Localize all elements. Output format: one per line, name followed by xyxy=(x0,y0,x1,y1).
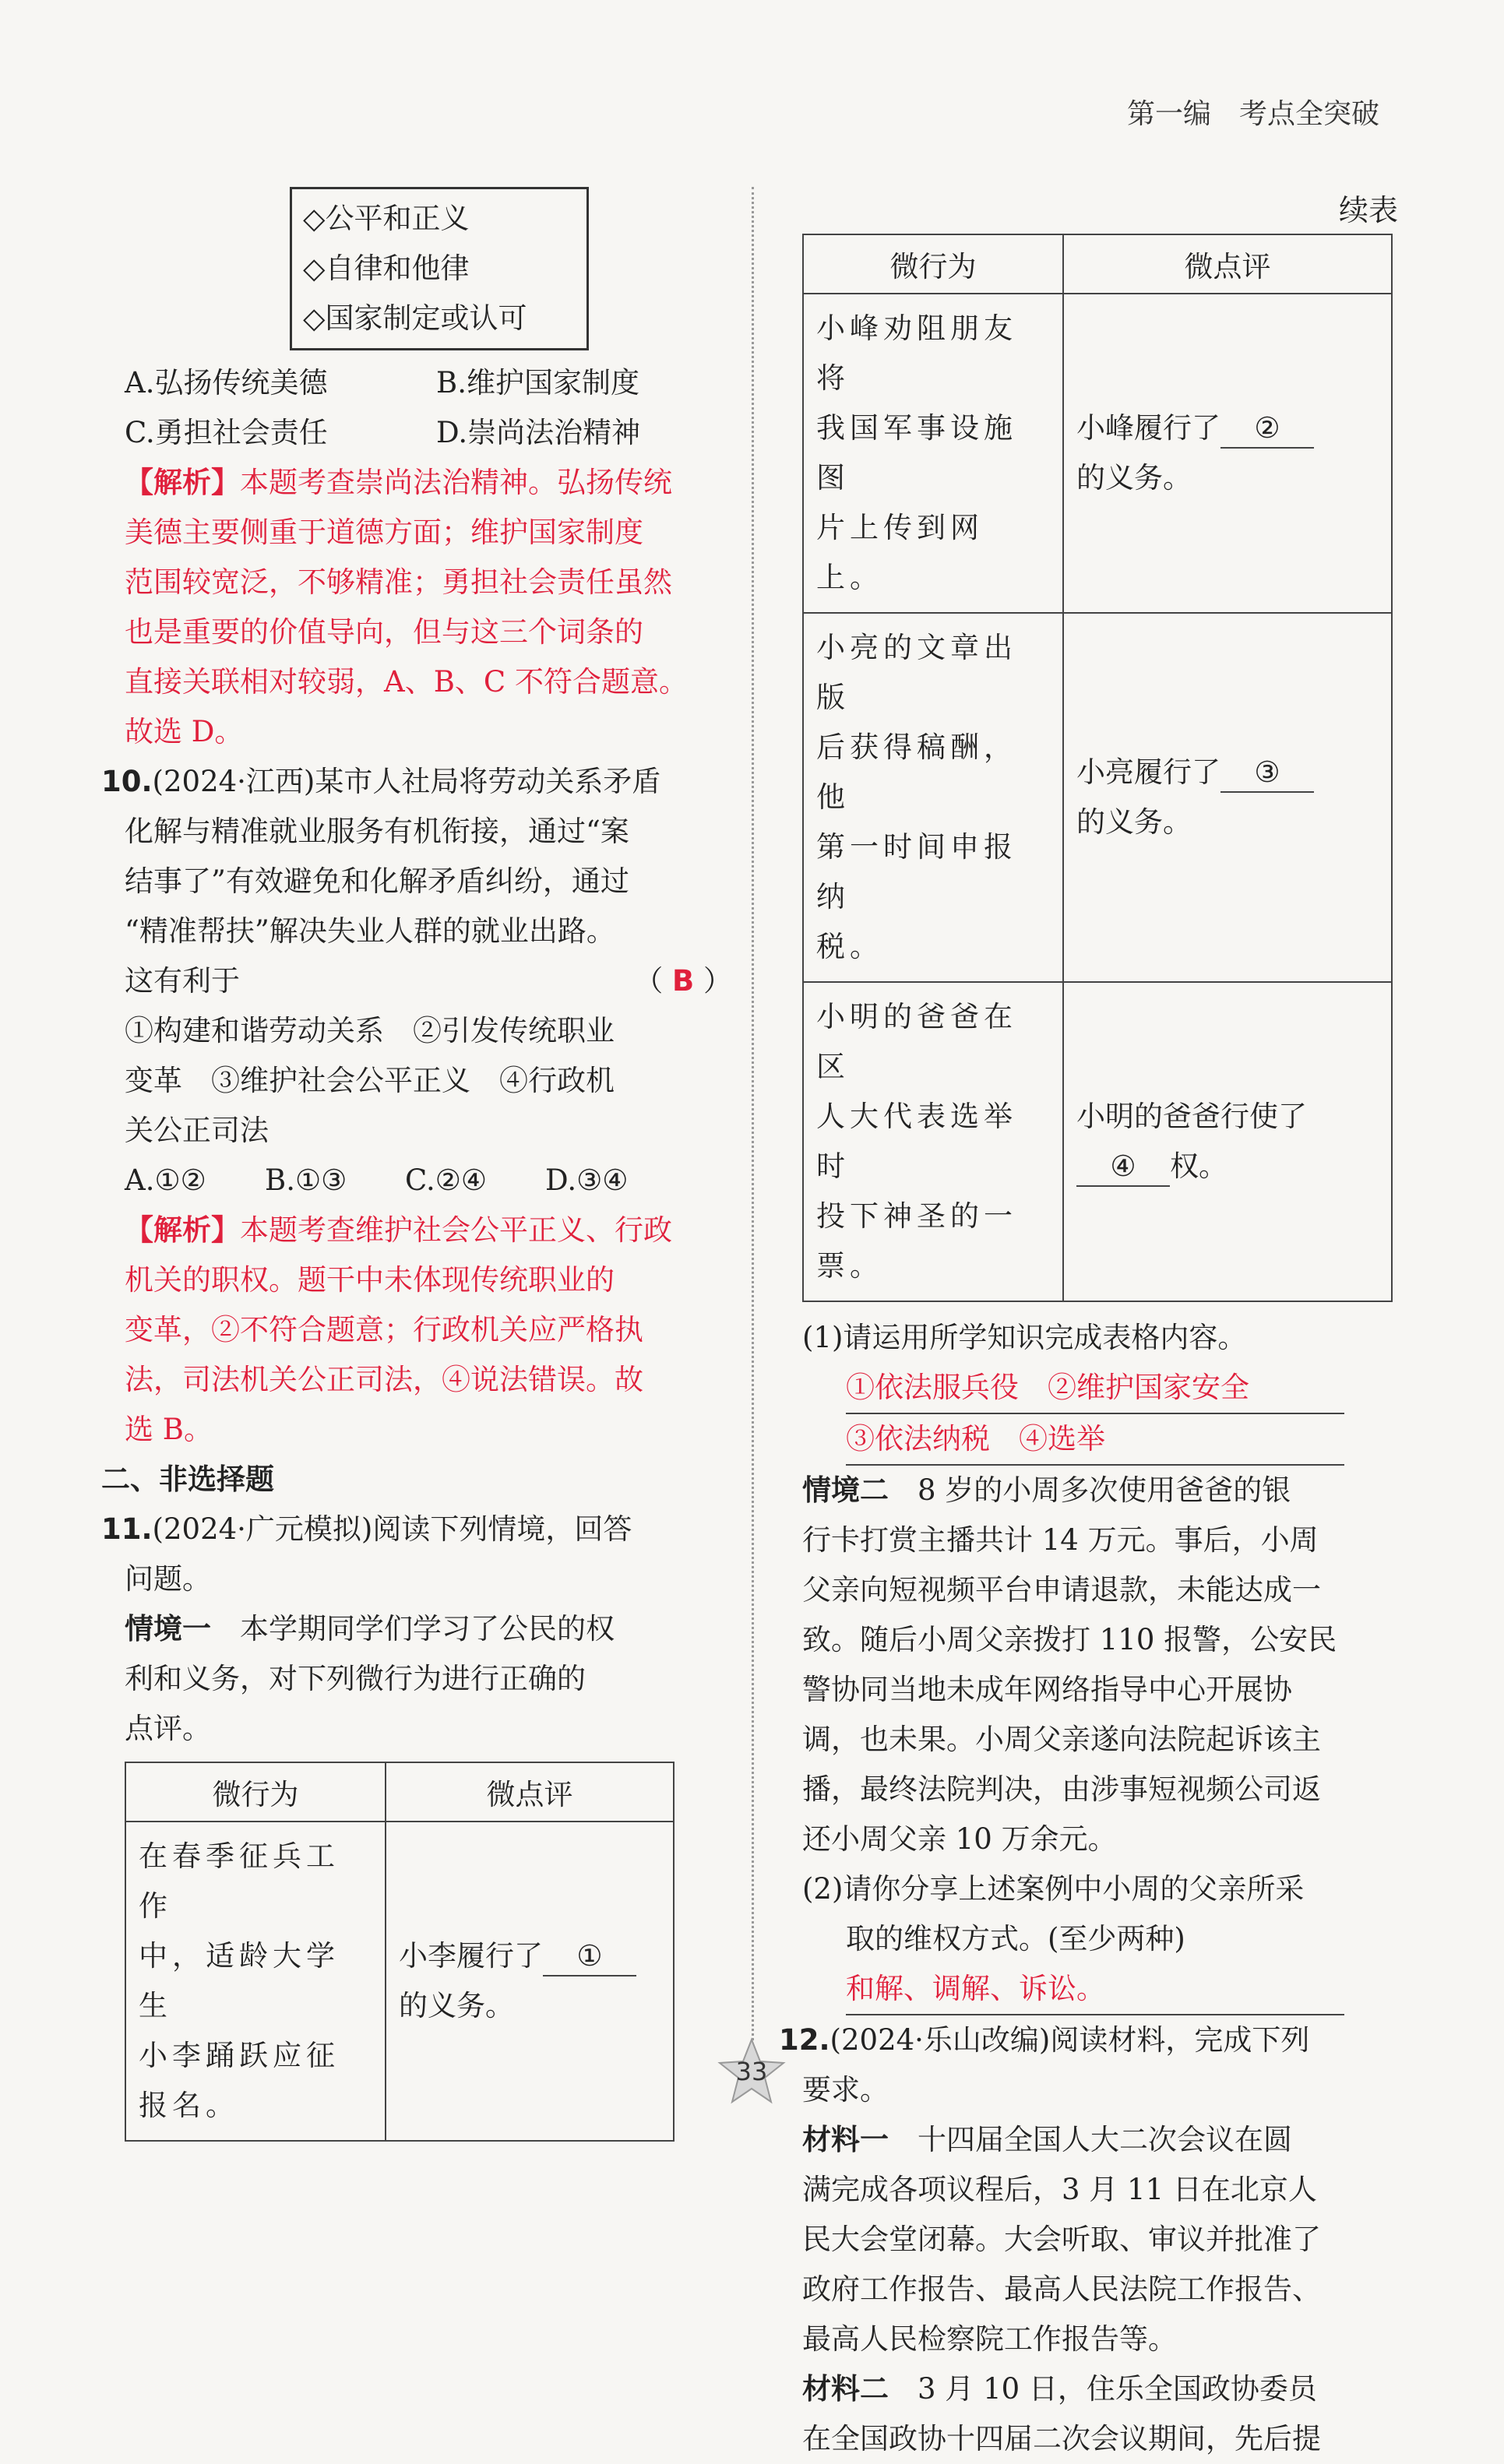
fill-blank: ③ xyxy=(1220,754,1314,793)
table-cell-behavior: 小亮的文章出版 后获得稿酬，他 第一时间申报纳 税。 xyxy=(803,613,1063,982)
scene2-line: 警协同当地未成年网络指导中心开展协 xyxy=(802,1673,1292,1706)
q10-analysis-line: 机关的职权。题干中未体现传统职业的 xyxy=(125,1263,615,1297)
a1-line: ①依法服兵役 ②维护国家安全 xyxy=(802,1363,1398,1414)
q9-option-d: D.崇尚法治精神 xyxy=(436,416,641,449)
table-header: 微点评 xyxy=(1063,234,1392,294)
q9-options-row1 xyxy=(125,358,732,408)
page-header: 第一编 考点全突破 xyxy=(1126,98,1379,130)
scene1-line: 点评。 xyxy=(125,1712,211,1745)
scene1-tag: 情境一 xyxy=(125,1612,211,1646)
fill-blank: ④ xyxy=(1076,1148,1170,1187)
table-header: 微点评 xyxy=(386,1762,674,1822)
box-item: ◇自律和他律 xyxy=(303,252,470,285)
material1-tag: 材料一 xyxy=(802,2123,889,2156)
q10-answer-line: 这有利于 （ B ） xyxy=(125,956,732,1006)
q12-number: 12. xyxy=(779,2023,830,2057)
material2-tag: 材料二 xyxy=(802,2372,889,2406)
q9-analysis-line: 也是重要的价值导向，但与这三个词条的 xyxy=(125,615,643,649)
q2-prompt: 取的维权方式。(至少两种) xyxy=(846,1922,1185,1955)
material1-line: 材料一 十四届全国人大二次会议在圆 xyxy=(802,2123,1292,2156)
q9-analysis-line: 故选 D。 xyxy=(125,715,244,748)
box-item: ◇公平和正义 xyxy=(303,202,470,235)
table-header: 微行为 xyxy=(125,1762,386,1822)
scene2-line: 致。随后小周父亲拨打 110 报警，公安民 xyxy=(802,1623,1337,1656)
micro-behavior-table-continued xyxy=(802,234,1393,1302)
scene2-line: 还小周父亲 10 万余元。 xyxy=(802,1822,1117,1856)
box-item: ◇国家制定或认可 xyxy=(303,301,527,335)
table-header: 微行为 xyxy=(803,234,1063,294)
scene2-line: 播，最终法院判决，由涉事短视频公司返 xyxy=(802,1772,1321,1806)
fill-blank: ② xyxy=(1220,410,1314,449)
table-cell-behavior: 小峰劝阻朋友将 我国军事设施图 片上传到网上。 xyxy=(803,294,1063,613)
q9-option-b: B.维护国家制度 xyxy=(436,366,639,400)
q10-stem-line: “精准帮扶”解决失业人群的就业出路。 xyxy=(125,914,615,948)
material2-line: 在全国政协十四届二次会议期间，先后提 xyxy=(802,2422,1321,2455)
scene2-line: 情境二 8 岁的小周多次使用爸爸的银 xyxy=(802,1473,1291,1507)
q9-analysis-line: 美德主要侧重于道德方面；维护国家制度 xyxy=(125,516,643,549)
q9-analysis-line: 范围较宽泛，不够精准；勇担社会责任虽然 xyxy=(125,565,672,599)
q10-option-c: C.②④ xyxy=(405,1163,488,1197)
table-header-row xyxy=(803,234,1392,294)
page-number: 33 xyxy=(717,2036,787,2107)
q11-stem-line: 11.(2024·广元模拟)阅读下列情境，回答 xyxy=(101,1512,632,1546)
continued-label: 续表 xyxy=(1338,193,1398,227)
q10-stem-line: 10.(2024·江西)某市人社局将劳动关系矛盾 xyxy=(101,765,661,798)
q1-prompt: (1)请运用所学知识完成表格内容。 xyxy=(802,1321,1247,1354)
q9-analysis-line: 直接关联相对较弱，A、B、C 不符合题意。 xyxy=(125,665,688,699)
right-column xyxy=(779,187,1398,2464)
keyword-box xyxy=(290,187,589,350)
table-header-row xyxy=(125,1762,674,1822)
q2-prompt: (2)请你分享上述案例中小周的父亲所采 xyxy=(802,1872,1305,1906)
left-column xyxy=(101,187,732,2142)
q10-stem-line: 化解与精准就业服务有机衔接，通过“案 xyxy=(125,815,629,848)
material1-line: 最高人民检察院工作报告等。 xyxy=(802,2322,1177,2356)
a1-line: ③依法纳税 ④选举 xyxy=(802,1414,1398,1466)
answer-bracket: （ B ） xyxy=(634,964,732,998)
q12-stem-line: 12.(2024·乐山改编)阅读材料，完成下列 xyxy=(779,2023,1310,2057)
material2-line: 材料二 3 月 10 日，住乐全国政协委员 xyxy=(802,2372,1317,2406)
table-cell-comment: 小亮履行了 ③ 的义务。 xyxy=(1063,613,1392,982)
q10-number: 10. xyxy=(101,765,153,798)
table-cell-behavior: 小明的爸爸在区 人大代表选举时 投下神圣的一 票。 xyxy=(803,982,1063,1301)
material1-line: 满完成各项议程后，3 月 11 日在北京人 xyxy=(802,2173,1317,2206)
q10-item-line: 变革 ③维护社会公平正义 ④行政机 xyxy=(125,1064,615,1097)
q10-analysis-line: 法，司法机关公正司法，④说法错误。故 xyxy=(125,1363,643,1396)
table-row xyxy=(803,613,1392,982)
q10-stem-line: 结事了”有效避免和化解矛盾纠纷，通过 xyxy=(125,864,629,898)
q12-stem-line: 要求。 xyxy=(802,2073,889,2107)
q9-option-c: C.勇担社会责任 xyxy=(125,416,328,449)
analysis-tag: 【解析】 xyxy=(125,466,240,499)
q10-option-d: D.③④ xyxy=(545,1163,629,1197)
fill-blank: ① xyxy=(543,1938,636,1976)
scene1-line: 情境一 本学期同学们学习了公民的权 xyxy=(125,1612,615,1646)
scene2-line: 调，也未果。小周父亲遂向法院起诉该主 xyxy=(802,1723,1321,1756)
q10-item-line: ①构建和谐劳动关系 ②引发传统职业 xyxy=(125,1014,615,1047)
q11-number: 11. xyxy=(101,1512,153,1546)
table-cell-comment: 小明的爸爸行使了 ④ 权。 xyxy=(1063,982,1392,1301)
q9-analysis-line: 【解析】本题考查崇尚法治精神。弘扬传统 xyxy=(125,466,672,499)
q10-item-line: 关公正司法 xyxy=(125,1114,269,1147)
micro-behavior-table xyxy=(125,1762,675,2142)
table-row xyxy=(803,294,1392,613)
table-cell-comment: 小李履行了 ① 的义务。 xyxy=(386,1822,674,2141)
table-cell-behavior: 在春季征兵工作 中，适龄大学生 小李踊跃应征 报名。 xyxy=(125,1822,386,2141)
section-title: 二、非选择题 xyxy=(101,1463,274,1496)
scene2-line: 行卡打赏主播共计 14 万元。事后，小周 xyxy=(802,1523,1319,1557)
a2-line: 和解、调解、诉讼。 xyxy=(802,1964,1398,2015)
scene1-line: 利和义务，对下列微行为进行正确的 xyxy=(125,1662,586,1695)
q9-option-a: A.弘扬传统美德 xyxy=(125,366,328,400)
analysis-tag: 【解析】 xyxy=(125,1213,240,1247)
q10-options xyxy=(125,1156,732,1206)
table-cell-comment: 小峰履行了 ② 的义务。 xyxy=(1063,294,1392,613)
material1-line: 政府工作报告、最高人民法院工作报告、 xyxy=(802,2272,1321,2306)
column-divider xyxy=(752,187,754,2040)
scene2-line: 父亲向短视频平台申请退款，未能达成一 xyxy=(802,1573,1321,1607)
q9-options-row2 xyxy=(125,408,732,458)
table-row xyxy=(125,1822,674,2141)
scene2-tag: 情境二 xyxy=(802,1473,889,1507)
q10-option-b: B.①③ xyxy=(265,1163,347,1197)
q10-analysis-line: 【解析】本题考查维护社会公平正义、行政 xyxy=(125,1213,672,1247)
q10-answer: B xyxy=(672,964,695,998)
q10-option-a: A.①② xyxy=(125,1163,206,1197)
material1-line: 民大会堂闭幕。大会听取、审议并批准了 xyxy=(802,2223,1321,2256)
q10-analysis-line: 选 B。 xyxy=(125,1413,213,1446)
q11-stem-line: 问题。 xyxy=(125,1562,211,1596)
table-row xyxy=(803,982,1392,1301)
q10-analysis-line: 变革，②不符合题意；行政机关应严格执 xyxy=(125,1313,643,1346)
